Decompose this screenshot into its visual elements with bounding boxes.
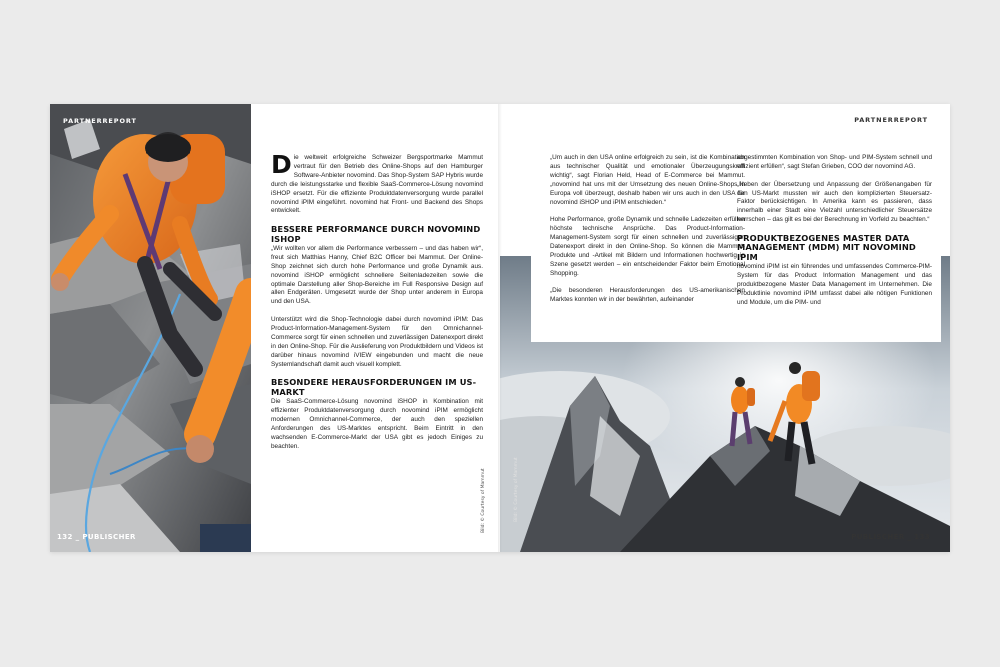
- page-number: PUBLISCHER _ 133: [851, 533, 930, 541]
- article-column: [550, 154, 745, 305]
- left-page: [50, 104, 500, 552]
- body-paragraph: „Neben der Übersetzung und Anpassung der Größenangaben für den US-Markt mussten wir auch den komplizierten Steuersatz-Faktor berücksichtigen. In Amerika kann es passieren, dass innerhalb einer Stadt eine Vielzahl unterschiedlicher Steuersätze herrschen – das gilt es bei der Berechnung im Vorfeld zu beachten.“: [737, 180, 932, 224]
- page-gutter: [498, 104, 502, 552]
- intro-paragraph: ie weltweit erfolgreiche Schweizer Bergsportmarke Mammut vertraut für den Betrieb des Online-Shops auf den Hamburger Software-Anbieter novomind. Das Shop-System SAP Hybris wurde durch die leistungsstarke und flexible SaaS-Commerce-Lösung novomind iSHOP ersetzt. Für die effiziente Produktdatenversorgung wurde parallel novomind iPIM eingeführt. novomind hat Front- und Backend des Shops entwickelt.: [271, 154, 483, 215]
- body-paragraph: Die SaaS-Commerce-Lösung novomind iSHOP in Kombination mit effizienter Produktdatenversorgung durch novomind iPIM ermöglicht modernen Omnichannel-Commerce, der auch den speziellen Anforderungen des US-Marktes entspricht. Beim Eintritt in den wachsenden E-Commerce-Markt der USA gibt es jedoch Einiges zu beachten.: [271, 398, 483, 450]
- article-column: [271, 150, 483, 460]
- photo-credit: Bild: © Courtesy of Mammut: [481, 468, 486, 533]
- section-tag: PARTNERREPORT: [63, 117, 137, 125]
- subheading: BESONDERE HERAUSFORDERUNGEN IM US-MARKT: [271, 377, 477, 397]
- body-paragraph: Unterstützt wird die Shop-Technologie dabei durch novomind iPIM: Das Product-Information-Management-System für den Omnichannel-Commerce sorgt für einen schnellen und zuverlässigen Datenexport direkt in den Online-Shop. Für die Auslieferung von Produktbildern und Videos ist darüber hinaus novomind iVIEW eingebunden und macht die neue Systemlandschaft damit auch visuell komplett.: [271, 316, 483, 368]
- body-paragraph: Hohe Performance, große Dynamik und schnelle Ladezeiten erfüllen höchste technische Ansprüche. Das Product-Information-Management-System sorgt für einen schnellen und zuverlässigen Datenexport direkt in den Online-Shop. So können die Mammut-Produkte und -Artikel mit Bildern und Informationen hochwertig in Szene gesetzt werden – ein entscheidender Faktor beim Emotional Shopping.: [550, 216, 745, 277]
- magazine-spread: [50, 104, 950, 552]
- climber-photo: [50, 104, 251, 552]
- subheading: PRODUKTBEZOGENES MASTER DATA MANAGEMENT (MDM) MIT NOVOMIND IPIM: [737, 232, 916, 262]
- body-paragraph: abgestimmten Kombination von Shop- und PIM-System schnell und effizient erfüllen“, sagt Stefan Grieben, COO der novomind AG.: [737, 154, 932, 170]
- body-paragraph: „Um auch in den USA online erfolgreich zu sein, ist die Kombination aus technischer Qualität und emotionaler Überzeugungskraft wichtig“, sagt Florian Held, Head of E-Commerce bei Mammut. „novomind hat uns mit der Umsetzung des neuen Online-Shops in Europa voll überzeugt, deshalb haben wir uns auch in den USA für novomind iSHOP und iPIM entschieden.“: [550, 154, 745, 206]
- page-number: 132 _ PUBLISCHER: [57, 533, 136, 541]
- right-page: [500, 104, 950, 552]
- article-column: [737, 154, 932, 308]
- drop-cap: D: [271, 150, 292, 179]
- subheading: BESSERE PERFORMANCE DURCH NOVOMIND ISHOP: [271, 224, 481, 244]
- photo-credit: Bild: © Courtesy of Mammut: [514, 457, 519, 522]
- body-paragraph: novomind iPIM ist ein führendes und umfassendes Commerce-PIM-System für das Product Information Management und das produktbezogene Master Data Management im Unternehmen. Die Produktlinie novomind iPIM umfasst dabei alle nötigen Funktionen und Module, um die PIM- und: [737, 263, 932, 306]
- body-paragraph: „Die besonderen Herausforderungen des US-amerikanischen Marktes konnten wir in der bewährten, aufeinander: [550, 287, 745, 304]
- body-paragraph: „Wir wollten vor allem die Performance verbessern – und das haben wir“, freut sich Matthias Hanny, Chief B2C Officer bei Mammut. Der Online-Shop zeichnet sich durch hohe Performance und große Dynamik aus. novomind iSHOP ermöglicht schnellere Seitenladezeiten sowie die optimale Darstellung aller Shop-Bereiche im Full Responsive Design auf allen Endgeräten. Umgesetzt wurde der Shop unter anderem in Europa und den USA.: [271, 244, 483, 306]
- section-tag: PARTNERREPORT: [854, 116, 928, 124]
